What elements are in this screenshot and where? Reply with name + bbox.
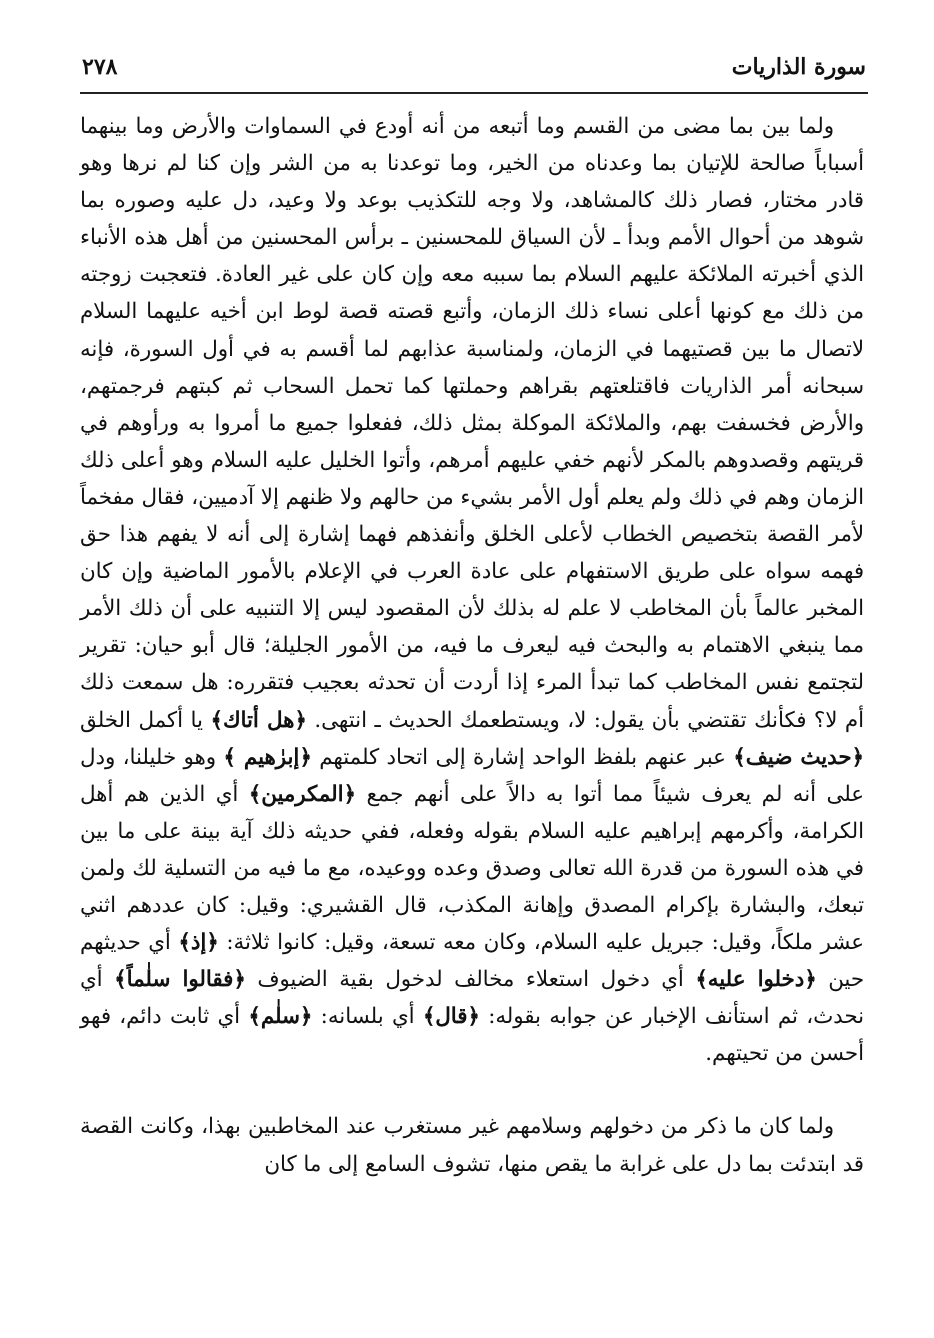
page-header	[82, 48, 866, 88]
paragraph-2: ولما كان ما ذكر من دخولهم وسلامهم غير مستغرب عند المخاطبين بهذا، وكانت القصة قد ابتدئت بما دل على غرابة ما يقص منها، تشوف السامع إلى ما كان	[80, 1114, 864, 1177]
running-title: سورة الذاريات	[731, 54, 866, 80]
quran-quote: ﴿حديث ضيف﴾	[733, 744, 864, 770]
text-run: أي نحدث، ثم استأنف الإخبار عن جوابه بقوله:	[80, 967, 864, 1030]
page-number: ٢٧٨	[82, 54, 118, 80]
quran-quote: ﴿فقالوا سلٰماً﴾	[114, 967, 246, 993]
quran-quote: ﴿هل أتاك﴾	[210, 707, 307, 733]
text-run: أي ثابت دائم، فهو أحسن من تحيتهم.	[80, 1004, 864, 1067]
text-run: وهو خليلنا، ودل على أنه لم يعرف شيئاً مما أتوا به دالاً على أنهم جمع	[80, 744, 864, 807]
main-text	[80, 108, 864, 1183]
text-run: أي دخول استعلاء مخالف لدخول بقية الضيوف	[245, 967, 696, 993]
text-run: أي حديثهم حين	[80, 930, 865, 993]
text-run: أي بلسانه:	[312, 1004, 423, 1030]
text-run: عبر عنهم بلفظ الواحد إشارة إلى اتحاد كلمتهم	[311, 744, 734, 770]
header-rule	[80, 92, 868, 94]
paragraph-1	[80, 108, 864, 1072]
text-run: أي الذين هم أهل الكرامة، وأكرمهم إبراهيم عليه السلام بقوله وفعله، ففي حديثه ذلك آية بينة على ما بين في هذه السورة من قدرة الله تعالى وصدق وعده ووعيده، مع ما فيه من التسلية لك ولمن تبعك، والبشارة بإكرام المصدق وإهانة المكذب، قال القشيري: وقيل: كان عددهم اثني عشر ملكاً، وقيل: جبريل عليه السلام، وكان معه تسعة، وقيل: كانوا ثلاثة:	[80, 781, 864, 956]
quran-quote: ﴿إذ﴾	[178, 930, 219, 956]
quran-quote: ﴿إبرٰهيم ﴾	[223, 744, 312, 770]
quran-quote: ﴿قال﴾	[422, 1004, 480, 1030]
quran-quote: ﴿سلٰم﴾	[248, 1004, 313, 1030]
quran-quote: ﴿المكرمين﴾	[248, 781, 356, 807]
text-run: يا أكمل الخلق	[80, 707, 211, 733]
text-run: ولما بين بما مضى من القسم وما أتبعه من أنه أودع في السماوات والأرض وما بينهما أسباباً صالحة للإتيان بما وعدناه من الخير، وما توعدنا به من الشر وإن كنا لم نرها وهو قادر مختار، فصار ذلك كالمشاهد، ولا وجه للتكذيب بوعد ولا وعيد، دل عليه وصوره بما شوهد من أحوال الأمم وبدأ ـ لأن السياق للمحسنين ـ برأس المحسنين من أهل هذه الأنباء الذي أخبرته الملائكة عليهم السلام بما سببه معه وإن كان على غير العادة. فتعجبت زوجته من ذلك مع كونها أعلى نساء ذلك الزمان، وأتبع قصته قصة لوط ابن أخيه عليهما السلام لاتصال ما بين قصتيهما في الزمان، ولمناسبة عذابهم لما أقسم به في أول السورة، فإنه سبحانه أمر الذاريات فاقتلعتهم بقراهم وحملتها كما تحمل السحاب ثم كبتهم فرجمتهم، والأرض فخسفت بهم، والملائكة الموكلة بمثل ذلك، ففعلوا جميع ما أمروا به ورأوهم في قريتهم وقصدوهم بالمكر لأنهم خفي عليهم أمرهم، وأتوا الخليل عليه السلام وهو أعلى ذلك الزمان وهم في ذلك ولم يعلم أول الأمر بشيء من حالهم ولا ظنهم إلا آدميين، فقال مفخماً لأمر القصة بتخصيص الخطاب لأعلى الخلق وأنفذهم فهما إشارة إلى أنه لا يفهم هذا حق فهمه سواه على طريق الاستفهام على عادة العرب في الإعلام بالأمور الماضية وإن كان المخبر عالماً بأن المخاطب لا علم له بذلك لأن المقصود ليس إلا التنبيه على أن ذلك الأمر مما ينبغي الاهتمام به والبحث فيه ليعرف ما فيه، من الأمور الجليلة؛ قال أبو حيان: تقرير لتجتمع نفس المخاطب كما تبدأ المرء إذا أردت أن تحدثه بعجيب فتقرره: هل سمعت ذلك أم لا؟ فكأنك تقتضي بأن يقول: لا، ويستطعمك الحديث ـ انتهى.	[80, 114, 865, 733]
quran-quote: ﴿دخلوا عليه﴾	[695, 967, 817, 993]
